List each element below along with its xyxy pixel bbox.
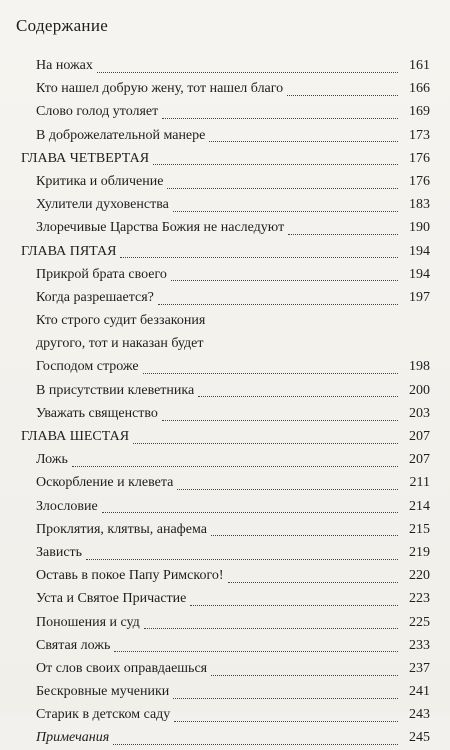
toc-title: Ложь (36, 452, 68, 468)
toc-row (0, 564, 450, 587)
toc-page-number: 215 (409, 521, 430, 537)
toc-row (0, 703, 450, 726)
toc-page-number: 169 (409, 104, 430, 120)
toc-row (0, 495, 450, 518)
toc-chapter-title: ГЛАВА ШЕСТАЯ (21, 429, 130, 445)
toc-page-number: 161 (409, 58, 430, 73)
dot-leader (190, 604, 398, 606)
toc-page-number: 220 (409, 568, 430, 584)
dot-leader (158, 303, 398, 305)
dot-leader (173, 697, 398, 699)
toc-row (0, 541, 450, 564)
toc-page-number: 203 (409, 405, 430, 421)
toc-title: Уважать священство (36, 405, 158, 421)
toc-page-number: 198 (409, 359, 430, 375)
toc-title: Злоречивые Царства Божия не наследуют (36, 220, 285, 236)
toc-page-number: 183 (409, 197, 430, 213)
toc-title: Оставь в покое Папу Римского! (36, 568, 224, 584)
toc-page-number: 211 (409, 475, 430, 491)
dot-leader (174, 720, 398, 722)
toc-row (0, 286, 450, 309)
dot-leader (120, 256, 398, 258)
toc-page-number: 173 (409, 127, 430, 143)
dot-leader (162, 117, 398, 119)
toc-page-number: 194 (409, 243, 430, 259)
toc-page-number: 241 (409, 684, 430, 700)
toc-title: В присутствии клеветника (36, 382, 195, 398)
dot-leader (102, 511, 398, 513)
toc-page-number: 176 (409, 173, 430, 189)
toc-row (0, 611, 450, 634)
toc-page-number: 166 (409, 81, 430, 97)
toc-row (0, 193, 450, 216)
toc-title: Святая ложь (36, 637, 111, 653)
toc-page-number: 219 (409, 544, 430, 560)
dot-leader (113, 743, 398, 745)
dot-leader (211, 534, 398, 536)
toc-page-number: 225 (409, 614, 430, 630)
toc-row (0, 726, 450, 749)
dot-leader (198, 395, 398, 397)
dot-leader (144, 627, 398, 629)
toc-title: Бескровные мученики (36, 684, 170, 700)
toc-title: Хулители духовенства (36, 197, 169, 213)
toc-chapter-row (0, 425, 450, 448)
toc-chapter-row (0, 240, 450, 263)
toc-title: Слово голод утоляет (36, 104, 159, 120)
toc-row (0, 263, 450, 286)
dot-leader (171, 279, 398, 281)
toc-title: Проклятия, клятвы, анафема (36, 521, 207, 537)
toc-title: На ножах (36, 58, 93, 73)
toc-row (0, 170, 450, 193)
toc-page-number: 197 (409, 289, 430, 305)
toc-row (0, 216, 450, 239)
dot-leader (209, 140, 398, 142)
toc-title-line2: другого, тот и наказан будет (36, 336, 204, 352)
toc-title-line1: Кто строго судит беззакония (36, 313, 206, 329)
toc-page-number: 200 (409, 382, 430, 398)
toc-row (0, 402, 450, 425)
toc-page-number: 207 (409, 429, 430, 445)
toc-row (0, 54, 450, 77)
toc-row (0, 634, 450, 657)
toc-title: Оскорбление и клевета (36, 475, 174, 491)
toc-title: Поношения и суд (36, 614, 140, 630)
toc-page-number: 233 (409, 637, 430, 653)
dot-leader (86, 558, 398, 560)
toc-row (0, 448, 450, 471)
dot-leader (173, 210, 398, 212)
toc-title: От слов своих оправдаешься (36, 660, 208, 676)
toc-row (0, 471, 450, 494)
toc-title: Злословие (36, 498, 98, 514)
toc-title: Зависть (36, 544, 83, 560)
dot-leader (114, 650, 398, 652)
toc-row (0, 379, 450, 402)
dot-leader (162, 419, 398, 421)
toc-title: Уста и Святое Причастие (36, 591, 187, 607)
toc-row (0, 587, 450, 610)
toc-title: В доброжелательной манере (36, 127, 206, 143)
toc-row (0, 77, 450, 100)
toc-chapter-row (0, 147, 450, 170)
toc-title-notes: Примечания (36, 730, 110, 746)
dot-leader (97, 71, 398, 73)
toc-page-number: 176 (409, 150, 430, 166)
dot-leader (143, 372, 398, 374)
toc-title: Когда разрешается? (36, 289, 154, 305)
toc-page-number: 190 (409, 220, 430, 236)
toc-row (0, 124, 450, 147)
toc-title: Критика и обличение (36, 173, 164, 189)
toc-page-number: 243 (409, 707, 430, 723)
toc-chapter-title: ГЛАВА ЧЕТВЕРТАЯ (21, 150, 150, 166)
dot-leader (287, 94, 398, 96)
toc-title: Кто нашел добрую жену, тот нашел благо (36, 81, 284, 97)
toc-row (0, 680, 450, 703)
dot-leader (228, 581, 398, 583)
page-header: Содержание (16, 16, 109, 35)
toc-chapter-title: ГЛАВА ПЯТАЯ (21, 243, 117, 259)
table-of-contents (0, 54, 450, 750)
toc-title-line3: Господом строже (36, 359, 139, 375)
dot-leader (177, 488, 398, 490)
dot-leader (153, 163, 398, 165)
toc-page-number: 194 (409, 266, 430, 282)
toc-row-multiline (0, 309, 450, 379)
toc-page-number: 245 (409, 730, 430, 746)
toc-row (0, 657, 450, 680)
toc-row (0, 518, 450, 541)
toc-page-number: 207 (409, 452, 430, 468)
dot-leader (167, 187, 398, 189)
toc-page-number: 223 (409, 591, 430, 607)
dot-leader (211, 674, 398, 676)
toc-title: Прикрой брата своего (36, 266, 167, 282)
toc-page-number: 237 (409, 660, 430, 676)
dot-leader (133, 442, 398, 444)
toc-title: Старик в детском саду (36, 707, 171, 723)
toc-page-number: 214 (409, 498, 430, 514)
toc-row (0, 100, 450, 123)
dot-leader (72, 465, 398, 467)
dot-leader (288, 233, 398, 235)
